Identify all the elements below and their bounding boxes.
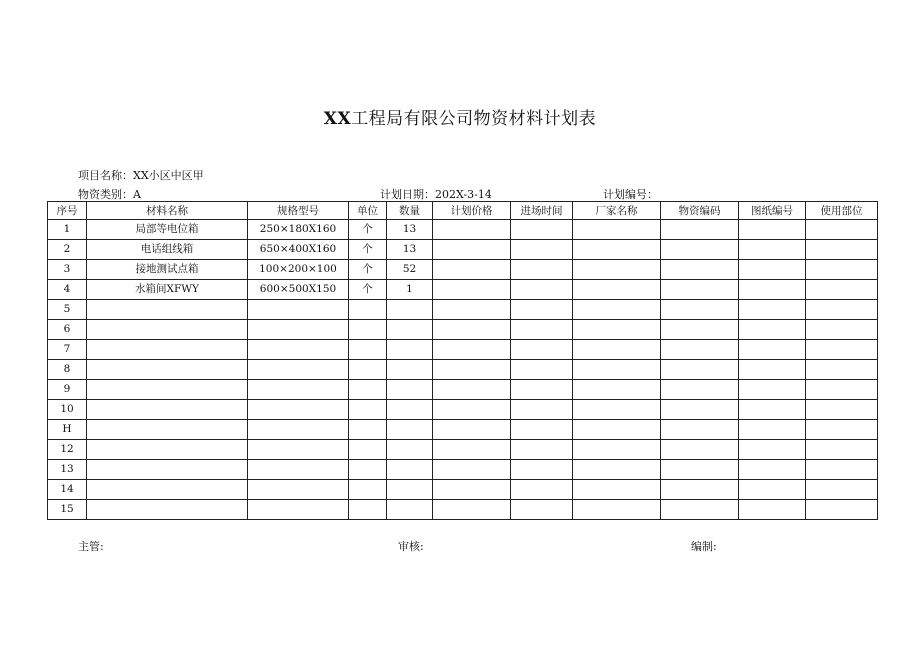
table-cell	[387, 360, 433, 380]
table-cell	[739, 300, 806, 320]
table-cell	[87, 340, 248, 360]
table-cell	[433, 340, 511, 360]
table-cell	[248, 300, 349, 320]
plan-date-value: 202X-3-14	[435, 188, 492, 201]
table-row	[48, 380, 878, 400]
table-cell	[806, 300, 878, 320]
table-row	[48, 420, 878, 440]
table-cell: 3	[48, 260, 87, 280]
table-cell	[87, 460, 248, 480]
table-cell	[806, 340, 878, 360]
table-cell	[806, 440, 878, 460]
table-cell	[739, 440, 806, 460]
table-cell	[573, 440, 661, 460]
table-row	[48, 260, 878, 280]
table-cell	[349, 360, 387, 380]
table-cell	[511, 300, 573, 320]
table-cell	[661, 480, 739, 500]
table-cell	[387, 320, 433, 340]
table-cell	[739, 480, 806, 500]
table-cell	[739, 320, 806, 340]
table-cell	[387, 500, 433, 520]
table-cell	[87, 500, 248, 520]
table-cell: 13	[387, 240, 433, 260]
table-cell: 接地测试点箱	[87, 260, 248, 280]
project-name-label: 项目名称：	[78, 169, 133, 182]
review-label: 审核:	[398, 540, 424, 553]
table-cell	[248, 360, 349, 380]
table-cell: 个	[349, 240, 387, 260]
project-name	[78, 167, 204, 183]
table-cell: 4	[48, 280, 87, 300]
column-header: 图纸编号	[739, 202, 806, 220]
table-cell: 电话组线箱	[87, 240, 248, 260]
table-cell	[806, 220, 878, 240]
table-row	[48, 480, 878, 500]
table-cell: 1	[48, 220, 87, 240]
table-cell	[661, 440, 739, 460]
table-row	[48, 240, 878, 260]
table-cell	[87, 440, 248, 460]
table-cell	[511, 480, 573, 500]
table-cell	[349, 340, 387, 360]
table-cell	[433, 280, 511, 300]
table-cell	[433, 360, 511, 380]
material-plan-table	[47, 201, 878, 520]
table-cell	[387, 380, 433, 400]
table-cell	[661, 260, 739, 280]
title-prefix: XX	[323, 109, 352, 129]
table-cell	[349, 500, 387, 520]
table-cell	[573, 240, 661, 260]
table-cell	[87, 480, 248, 500]
table-cell	[349, 400, 387, 420]
table-cell: 局部等电位箱	[87, 220, 248, 240]
table-cell	[349, 380, 387, 400]
table-cell	[511, 320, 573, 340]
table-cell: 14	[48, 480, 87, 500]
table-cell	[248, 500, 349, 520]
table-cell	[661, 400, 739, 420]
column-header: 单位	[349, 202, 387, 220]
review-signature	[398, 538, 424, 554]
table-cell	[806, 240, 878, 260]
table-cell	[511, 400, 573, 420]
table-cell: 100×200×100	[248, 260, 349, 280]
table-cell	[511, 260, 573, 280]
prepared-signature	[691, 538, 717, 554]
table-cell: 8	[48, 360, 87, 380]
table-cell	[433, 260, 511, 280]
table-cell	[387, 480, 433, 500]
table-cell	[387, 340, 433, 360]
table-cell: 10	[48, 400, 87, 420]
table-cell	[87, 300, 248, 320]
table-cell	[433, 420, 511, 440]
table-cell: 1	[387, 280, 433, 300]
table-cell	[248, 320, 349, 340]
table-cell	[433, 460, 511, 480]
table-cell	[661, 340, 739, 360]
table-cell: 5	[48, 300, 87, 320]
table-cell	[573, 260, 661, 280]
table-cell	[573, 380, 661, 400]
table-cell	[433, 220, 511, 240]
table-cell	[661, 280, 739, 300]
table-cell: 250×180X160	[248, 220, 349, 240]
table-cell	[387, 440, 433, 460]
plan-date	[380, 186, 492, 202]
table-cell	[248, 480, 349, 500]
table-cell	[433, 400, 511, 420]
table-cell	[739, 360, 806, 380]
table-cell	[573, 460, 661, 480]
table-row	[48, 500, 878, 520]
table-cell	[87, 380, 248, 400]
table-cell	[739, 400, 806, 420]
table-cell	[661, 420, 739, 440]
column-header: 进场时间	[511, 202, 573, 220]
table-cell	[349, 300, 387, 320]
table-cell	[573, 340, 661, 360]
table-cell	[739, 260, 806, 280]
table-cell	[573, 480, 661, 500]
table-cell	[573, 400, 661, 420]
table-cell	[87, 420, 248, 440]
table-cell	[248, 440, 349, 460]
column-header: 数量	[387, 202, 433, 220]
table-row	[48, 340, 878, 360]
table-cell	[433, 440, 511, 460]
table-cell	[661, 320, 739, 340]
table-cell	[511, 460, 573, 480]
table-cell	[739, 280, 806, 300]
material-category-label: 物资类别：	[78, 188, 133, 201]
table-cell	[248, 400, 349, 420]
plan-number-label: 计划编号：	[603, 188, 658, 201]
table-cell	[739, 500, 806, 520]
table-cell	[806, 280, 878, 300]
table-cell	[87, 400, 248, 420]
table-cell	[739, 460, 806, 480]
page-title	[0, 104, 920, 129]
table-cell	[511, 240, 573, 260]
table-cell	[661, 300, 739, 320]
table-cell	[573, 420, 661, 440]
table-cell	[806, 380, 878, 400]
table-cell: 个	[349, 220, 387, 240]
column-header: 规格型号	[248, 202, 349, 220]
table-cell	[573, 360, 661, 380]
table-cell	[806, 400, 878, 420]
table-cell: 个	[349, 280, 387, 300]
table-cell	[387, 400, 433, 420]
table-cell	[511, 380, 573, 400]
table-cell	[806, 480, 878, 500]
table-cell	[349, 320, 387, 340]
column-header: 材料名称	[87, 202, 248, 220]
project-name-value: XX小区中区甲	[133, 169, 204, 182]
table-cell	[433, 500, 511, 520]
table-cell	[433, 320, 511, 340]
table-cell	[573, 280, 661, 300]
table-cell: 52	[387, 260, 433, 280]
table-cell: H	[48, 420, 87, 440]
column-header: 序号	[48, 202, 87, 220]
table-cell	[806, 320, 878, 340]
table-cell	[739, 240, 806, 260]
table-cell	[739, 380, 806, 400]
table-row	[48, 280, 878, 300]
supervisor-label: 主管:	[78, 540, 104, 553]
table-cell	[349, 420, 387, 440]
material-category-value: A	[133, 188, 141, 201]
table-row	[48, 440, 878, 460]
table-cell: 13	[387, 220, 433, 240]
table-cell	[573, 320, 661, 340]
column-header: 计划价格	[433, 202, 511, 220]
table-cell	[87, 360, 248, 380]
table-row	[48, 400, 878, 420]
table-cell	[511, 440, 573, 460]
table-row	[48, 360, 878, 380]
table-cell	[433, 300, 511, 320]
table-cell	[806, 500, 878, 520]
table-cell: 水箱间XFWY	[87, 280, 248, 300]
table-cell	[248, 380, 349, 400]
table-cell: 个	[349, 260, 387, 280]
table-cell	[573, 220, 661, 240]
table-cell	[248, 340, 349, 360]
table-cell	[349, 460, 387, 480]
table-cell	[806, 260, 878, 280]
table-cell: 7	[48, 340, 87, 360]
table-cell	[349, 480, 387, 500]
table-cell	[661, 380, 739, 400]
table-cell: 2	[48, 240, 87, 260]
table-row	[48, 300, 878, 320]
title-text: 工程局有限公司物资材料计划表	[351, 109, 597, 129]
table-cell	[739, 420, 806, 440]
table-header-row	[48, 202, 878, 220]
table-cell	[661, 500, 739, 520]
table-cell	[511, 220, 573, 240]
table-cell	[806, 360, 878, 380]
table-cell: 600×500X150	[248, 280, 349, 300]
supervisor-signature	[78, 538, 104, 554]
table-cell	[573, 500, 661, 520]
table-cell	[661, 360, 739, 380]
table-cell	[387, 420, 433, 440]
table-cell	[349, 440, 387, 460]
table-cell: 650×400X160	[248, 240, 349, 260]
table-cell	[248, 460, 349, 480]
table-cell	[248, 420, 349, 440]
table-row	[48, 460, 878, 480]
table-cell	[387, 300, 433, 320]
table-cell	[433, 240, 511, 260]
table-cell: 12	[48, 440, 87, 460]
column-header: 物资编码	[661, 202, 739, 220]
column-header: 使用部位	[806, 202, 878, 220]
table-cell	[739, 340, 806, 360]
table-cell	[511, 360, 573, 380]
table-cell	[387, 460, 433, 480]
table-cell: 15	[48, 500, 87, 520]
table-cell	[573, 300, 661, 320]
table-cell	[511, 500, 573, 520]
table-cell	[739, 220, 806, 240]
table-cell	[661, 460, 739, 480]
table-cell	[433, 480, 511, 500]
table-cell	[87, 320, 248, 340]
table-cell: 6	[48, 320, 87, 340]
column-header: 厂家名称	[573, 202, 661, 220]
table-cell: 9	[48, 380, 87, 400]
table-cell	[661, 240, 739, 260]
table-cell	[661, 220, 739, 240]
prepared-label: 编制:	[691, 540, 717, 553]
table-body	[48, 220, 878, 520]
table-row	[48, 320, 878, 340]
table-cell	[433, 380, 511, 400]
table-cell	[511, 420, 573, 440]
table-cell	[806, 460, 878, 480]
table-cell	[806, 420, 878, 440]
material-category	[78, 186, 141, 202]
table-cell	[511, 280, 573, 300]
table-row	[48, 220, 878, 240]
plan-number	[603, 186, 658, 202]
table-cell	[511, 340, 573, 360]
plan-date-label: 计划日期：	[380, 188, 435, 201]
table-cell: 13	[48, 460, 87, 480]
